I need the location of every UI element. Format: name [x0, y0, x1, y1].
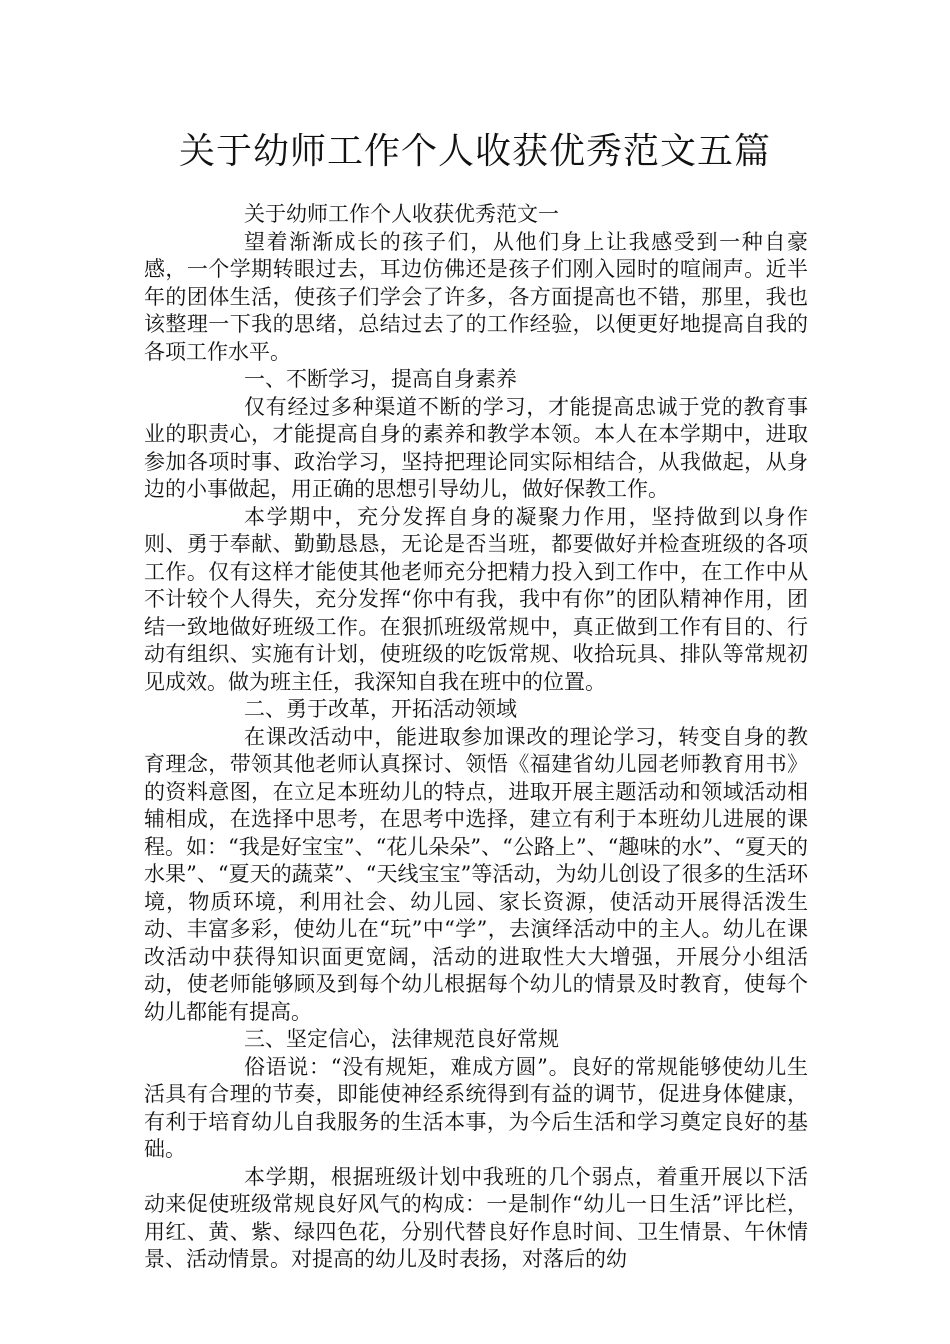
- section-heading: 三、坚定信心，法律规范良好常规: [244, 1027, 559, 1051]
- section-heading: 一、不断学习，提高自身素养: [244, 367, 517, 391]
- section-heading: 关于幼师工作个人收获优秀范文一: [244, 202, 559, 226]
- section-heading: 二、勇于改革，开拓活动领域: [244, 697, 517, 721]
- paragraph: 俗语说：“没有规矩，难成方圆”。良好的常规能够使幼儿生活具有合理的节奏，即能使神经系统得到有益的调节，促进身体健康，有利于培育幼儿自我服务的生活本事，为今后生活和学习奠定良好的基础。: [144, 1054, 808, 1161]
- paragraph: 仅有经过多种渠道不断的学习，才能提高忠诚于党的教育事业的职责心，才能提高自身的素养和教学本领。本人在本学期中，进取参加各项时事、政治学习，坚持把理论同实际相结合，从我做起，从身边的小事做起，用正确的思想引导幼儿，做好保教工作。: [144, 394, 808, 501]
- paragraph: 本学期，根据班级计划中我班的几个弱点，着重开展以下活动来促使班级常规良好风气的构成：一是制作“幼儿一日生活”评比栏，用红、黄、紫、绿四色花，分别代替良好作息时间、卫生情景、午休情景、活动情景。对提高的幼儿及时表扬，对落后的幼: [144, 1164, 808, 1271]
- document-title: 关于幼师工作个人收获优秀范文五篇: [178, 131, 771, 172]
- document-body: [144, 201, 808, 1274]
- paragraph: 在课改活动中，能进取参加课改的理论学习，转变自身的教育理念，带领其他老师认真探讨、领悟《福建省幼儿园老师教育用书》的资料意图，在立足本班幼儿的特点，进取开展主题活动和领域活动相辅相成，在选择中思考，在思考中选择，建立有利于本班幼儿进展的课程。如：“我是好宝宝”、“花儿朵朵”、“公路上”、“趣味的水”、“夏天的水果”、“夏天的蔬菜”、“天线宝宝”等活动，为幼儿创设了很多的生活环境，物质环境，利用社会、幼儿园、家长资源，使活动开展得活泼生动、丰富多彩，使幼儿在“玩”中“学”，去演绎活动中的主人。幼儿在课改活动中获得知识面更宽阔，活动的进取性大大增强，开展分小组活动，使老师能够顾及到每个幼儿根据每个幼儿的情景及时教育，使每个幼儿都能有提高。: [144, 724, 808, 1024]
- paragraph: 本学期中，充分发挥自身的凝聚力作用，坚持做到以身作则、勇于奉献、勤勤恳恳，无论是否当班，都要做好并检查班级的各项工作。仅有这样才能使其他老师充分把精力投入到工作中，在工作中从不计较个人得失，充分发挥“你中有我，我中有你”的团队精神作用，团结一致地做好班级工作。在狠抓班级常规中，真正做到工作有目的、行动有组织、实施有计划，使班级的吃饭常规、收拾玩具、排队等常规初见成效。做为班主任，我深知自我在班中的位置。: [144, 504, 808, 694]
- paragraph: 望着渐渐成长的孩子们，从他们身上让我感受到一种自豪感，一个学期转眼过去，耳边仿佛还是孩子们刚入园时的喧闹声。近半年的团体生活，使孩子们学会了许多，各方面提高也不错，那里，我也该整理一下我的思绪，总结过去了的工作经验，以便更好地提高自我的各项工作水平。: [144, 229, 808, 364]
